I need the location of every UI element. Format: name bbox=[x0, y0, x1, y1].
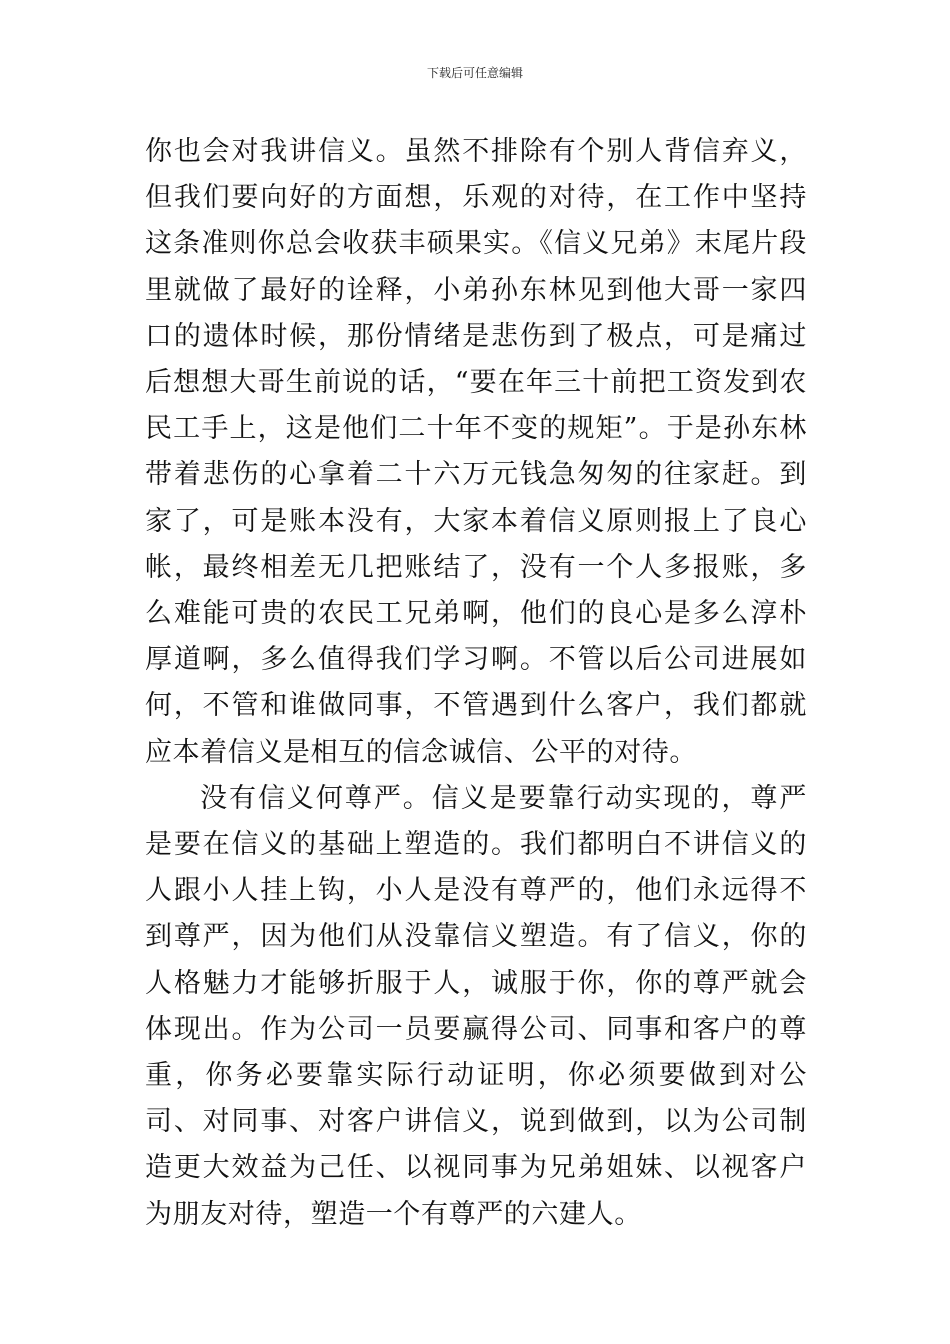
paragraph-continuation: 你也会对我讲信义。虽然不排除有个别人背信弃义，但我们要向好的方面想，乐观的对待，在工作中坚持这条准则你总会收获丰硕果实。《信义兄弟》末尾片段里就做了最好的诠释，小弟孙东林见到他大哥一家四口的遗体时候，那份情绪是悲伤到了极点，可是痛过后想想大哥生前说的话，“要在年三十前把工资发到农民工手上，这是他们二十年不变的规矩”。于是孙东林带着悲伤的心拿着二十六万元钱急匆匆的往家赶。到家了，可是账本没有，大家本着信义原则报上了良心帐，最终相差无几把账结了，没有一个人多报账，多么难能可贵的农民工兄弟啊，他们的良心是多么淳朴厚道啊，多么值得我们学习啊。不管以后公司进展如何，不管和谁做同事，不管遇到什么客户，我们都就应本着信义是相互的信念诚信、公平的对待。 bbox=[145, 136, 807, 768]
document-body bbox=[145, 129, 807, 1238]
page-header: 下载后可任意编辑 bbox=[426, 66, 523, 80]
paragraph-dignity: 没有信义何尊严。信义是要靠行动实现的，尊严是要在信义的基础上塑造的。我们都明白不讲信义的人跟小人挂上钩，小人是没有尊严的，他们永远得不到尊严，因为他们从没靠信义塑造。有了信义，你的人格魅力才能够折服于人，诚服于你，你的尊严就会体现出。作为公司一员要赢得公司、同事和客户的尊重，你务必要靠实际行动证明，你必须要做到对公司、对同事、对客户讲信义，说到做到，以为公司制造更大效益为己任、以视同事为兄弟姐妹、以视客户为朋友对待，塑造一个有尊严的六建人。 bbox=[145, 782, 807, 1230]
